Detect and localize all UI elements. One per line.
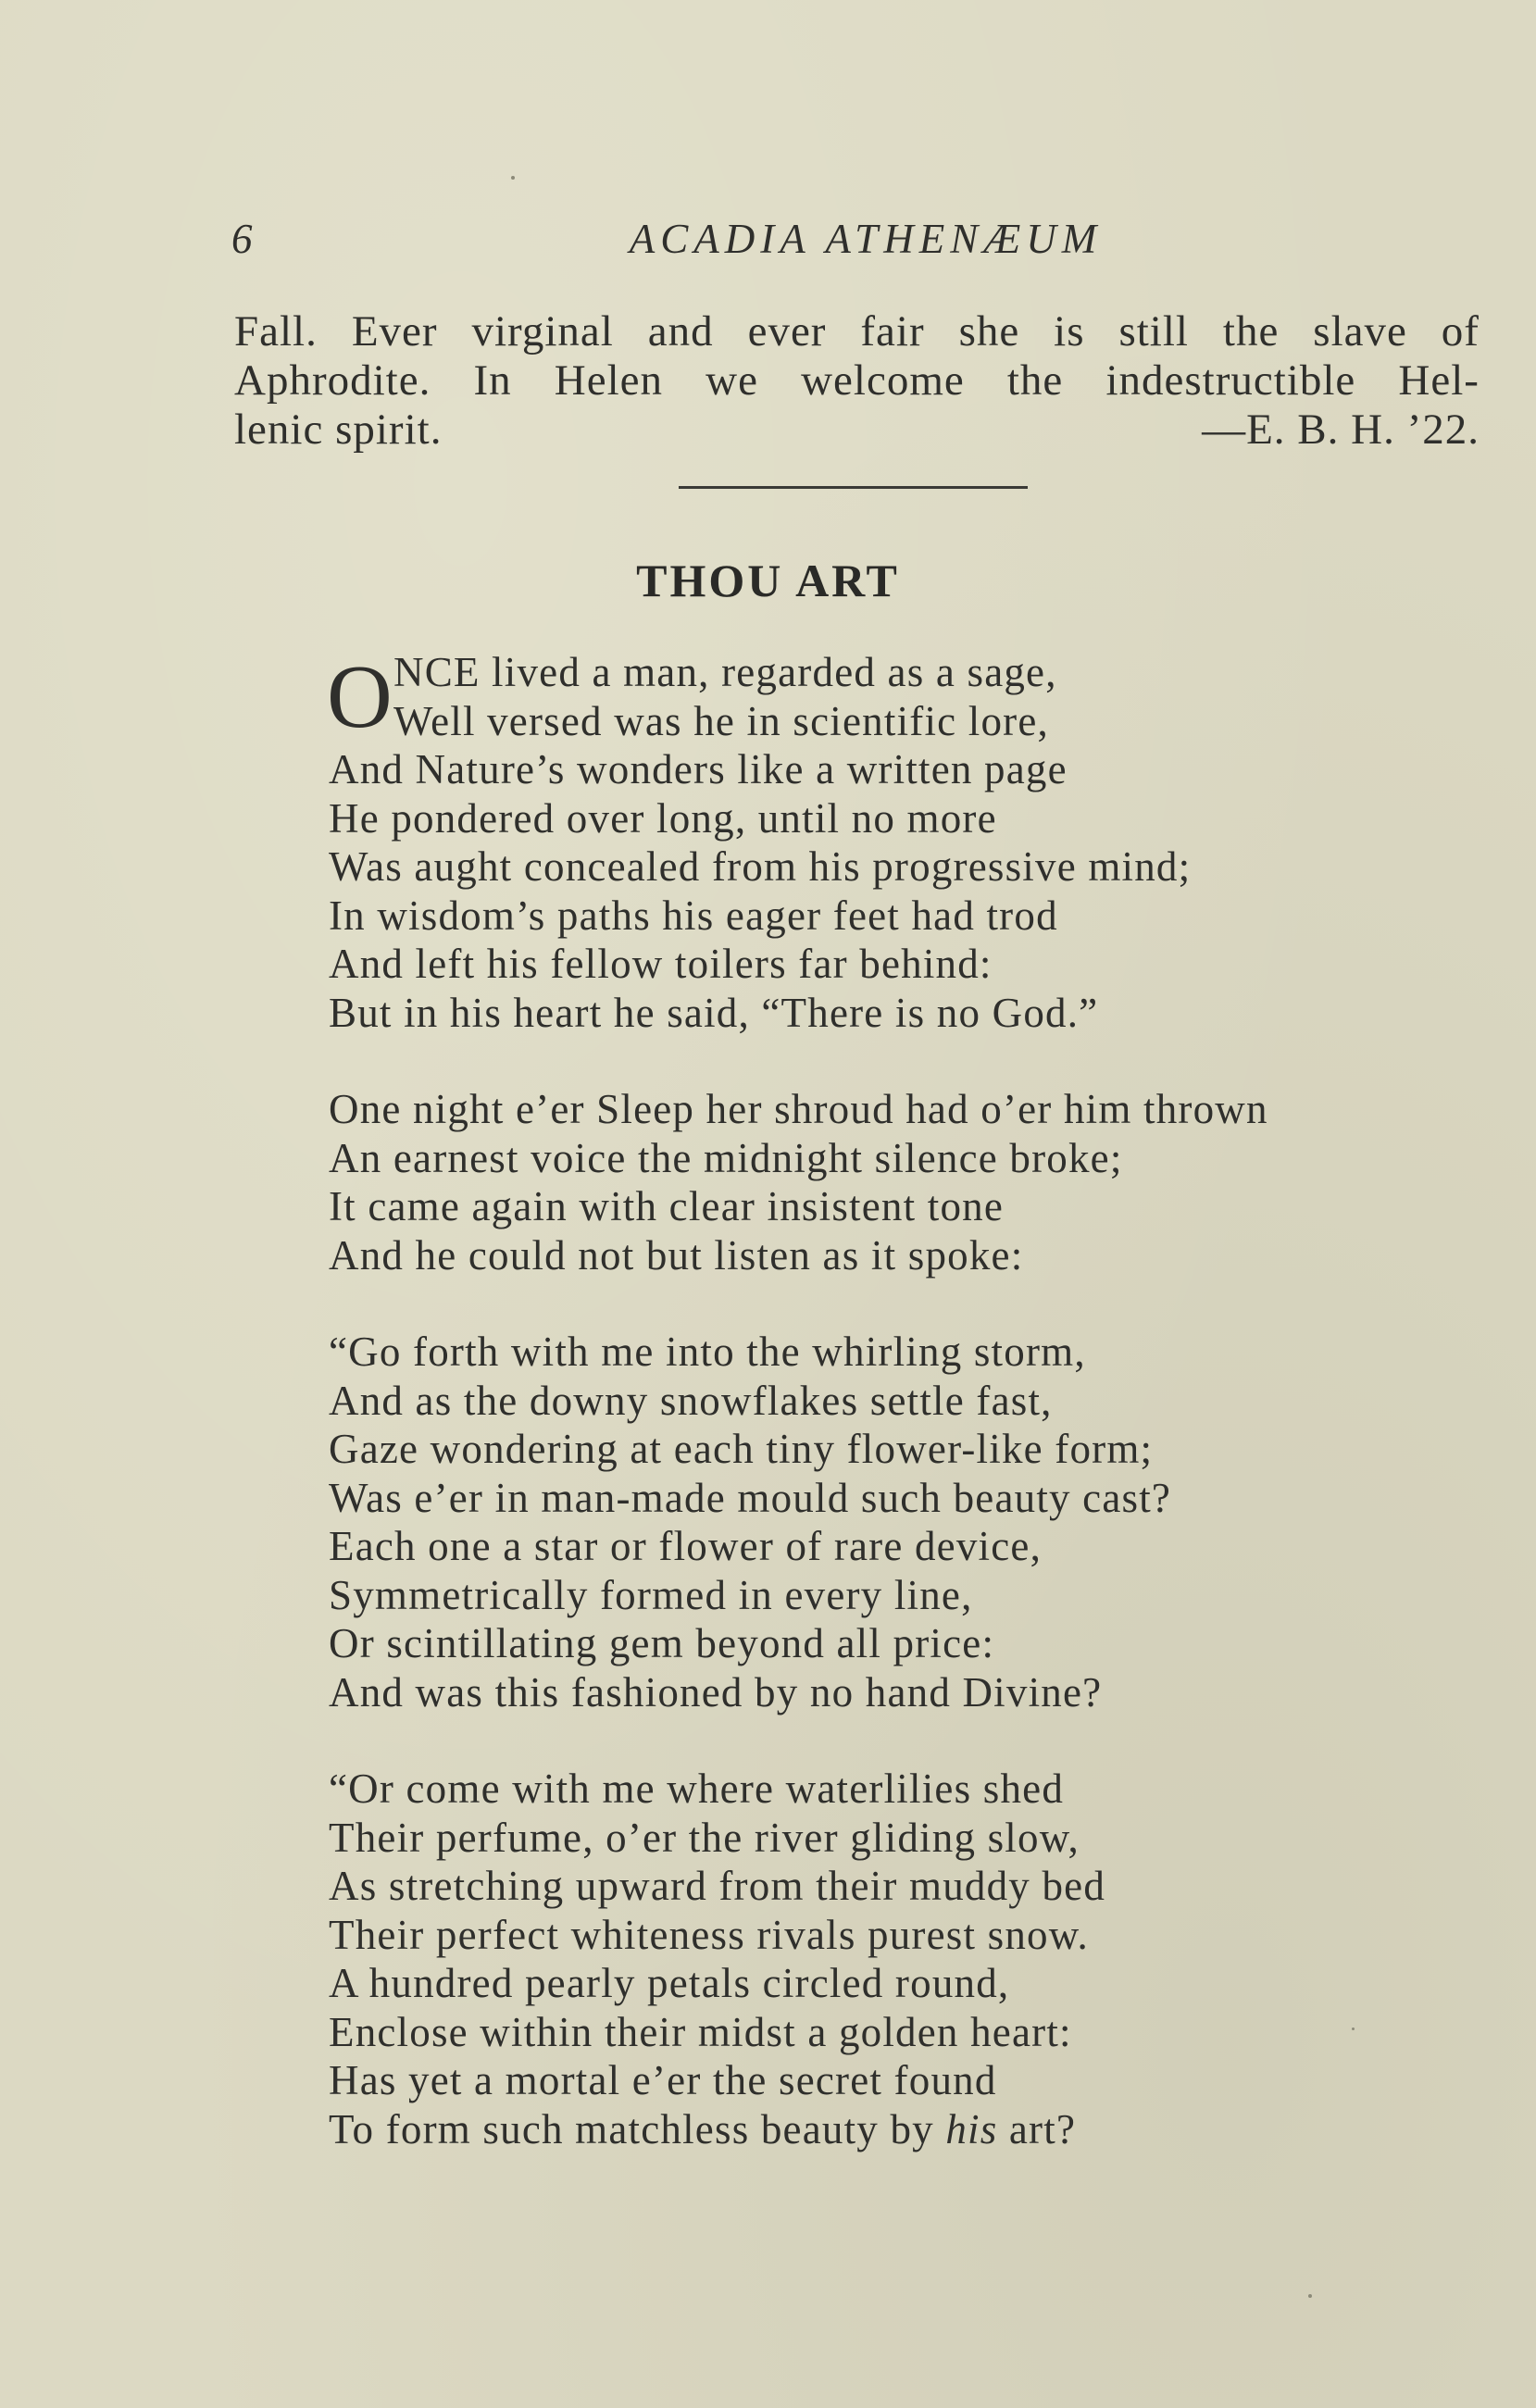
prose-word: slave: [1313, 307, 1407, 356]
drop-cap: O: [327, 647, 393, 747]
paper-speck: [1352, 2027, 1355, 2030]
prose-word: we: [706, 356, 758, 405]
poem-line: Was aught concealed from his progressive mind;: [329, 843, 1192, 890]
poem-line-text: NCE lived a man, regarded as a sage,: [393, 649, 1057, 695]
poem-line: It came again with clear insistent tone: [329, 1183, 1005, 1229]
prose-word: still: [1118, 307, 1189, 356]
italic-emphasis: his: [945, 2105, 998, 2152]
poem-line: “Go forth with me into the whirling storm,: [329, 1329, 1086, 1375]
paper-speck: [1308, 2294, 1312, 2298]
prose-line-3-text: lenic spirit.: [234, 405, 443, 454]
prose-paragraph: [234, 307, 1480, 455]
poem-line: “Or come with me where waterlilies shed: [329, 1765, 1065, 1812]
prose-word: is: [1054, 307, 1085, 356]
prose-word: the: [1222, 307, 1280, 356]
stanza-3: [329, 1328, 1486, 1716]
prose-line-2: [234, 356, 1480, 405]
prose-word: of: [1441, 307, 1480, 356]
poem-line: He pondered over long, until no more: [329, 794, 997, 842]
poem-line: And was this fashioned by no hand Divine?: [329, 1668, 1103, 1716]
prose-word: fair: [860, 307, 925, 356]
poem-line: Each one a star or flower of rare device,: [329, 1523, 1043, 1569]
poem-line-part: art?: [997, 2105, 1077, 2152]
poem-line: Their perfect whiteness rivals purest snow.: [329, 1911, 1089, 1958]
poem-line: And Nature’s wonders like a written page: [329, 746, 1068, 792]
poem-line: Their perfume, o’er the river gliding slow,: [329, 1814, 1080, 1861]
page-number: 6: [231, 216, 256, 262]
poem-line: And left his fellow toilers far behind:: [329, 941, 993, 987]
poem-line: And he could not but listen as it spoke:: [329, 1231, 1024, 1279]
poem-line: Well versed was he in scientific lore,: [393, 697, 1049, 744]
poem-line: Enclose within their midst a golden heart:: [329, 2008, 1072, 2055]
prose-word: virginal: [471, 307, 614, 356]
poem-line: Was e’er in man-made mould such beauty cast?: [329, 1474, 1172, 1521]
prose-word: ever: [747, 307, 827, 356]
poem-line: Or scintillating gem beyond all price:: [329, 1620, 995, 1666]
stanza-2: [329, 1085, 1486, 1279]
prose-word: welcome: [801, 356, 965, 405]
poem-line: Gaze wondering at each tiny flower-like form;: [329, 1426, 1154, 1472]
running-head: [231, 215, 1477, 270]
prose-word: indestructible: [1105, 356, 1356, 405]
poem-line: A hundred pearly petals circled round,: [329, 1960, 1010, 2006]
stanza-4: [329, 1765, 1486, 2153]
poem-line: An earnest voice the midnight silence broke;: [329, 1134, 1123, 1181]
paper-speck: [511, 176, 515, 180]
prose-line-3: [234, 405, 1480, 455]
prose-word: In: [473, 356, 512, 405]
prose-word: Helen: [554, 356, 663, 405]
poem-line: Has yet a mortal e’er the secret found: [329, 2057, 997, 2103]
stanza-1: [329, 648, 1486, 1037]
poem-line: Symmetrically formed in every line,: [329, 1571, 973, 1618]
poem-line: As stretching upward from their muddy bed: [329, 1863, 1106, 1909]
section-divider: [679, 486, 1028, 489]
journal-title: ACADIA ATHENÆUM: [629, 216, 1103, 262]
prose-word: Hel-: [1398, 356, 1480, 405]
poem-line-last: [329, 2105, 1486, 2154]
prose-word: Fall.: [234, 307, 318, 356]
poem-title: THOU ART: [636, 555, 900, 606]
poem-line: In wisdom’s paths his eager feet had trod: [329, 892, 1058, 939]
poem-line-part: To form such matchless beauty by: [329, 2105, 946, 2152]
author-signature: —E. B. H. ’22.: [1202, 405, 1480, 454]
prose-word: Ever: [351, 307, 438, 356]
prose-word: Aphrodite.: [234, 356, 431, 405]
prose-word: and: [647, 307, 714, 356]
poem-line: One night e’er Sleep her shroud had o’er him thrown: [329, 1086, 1268, 1132]
poem-line: But in his heart he said, “There is no God.”: [329, 989, 1099, 1036]
poem-body: [329, 648, 1486, 2153]
poem-line: And as the downy snowflakes settle fast,: [329, 1377, 1053, 1424]
prose-word: she: [958, 307, 1020, 356]
prose-word: the: [1006, 356, 1064, 405]
prose-line-1: [234, 307, 1480, 356]
